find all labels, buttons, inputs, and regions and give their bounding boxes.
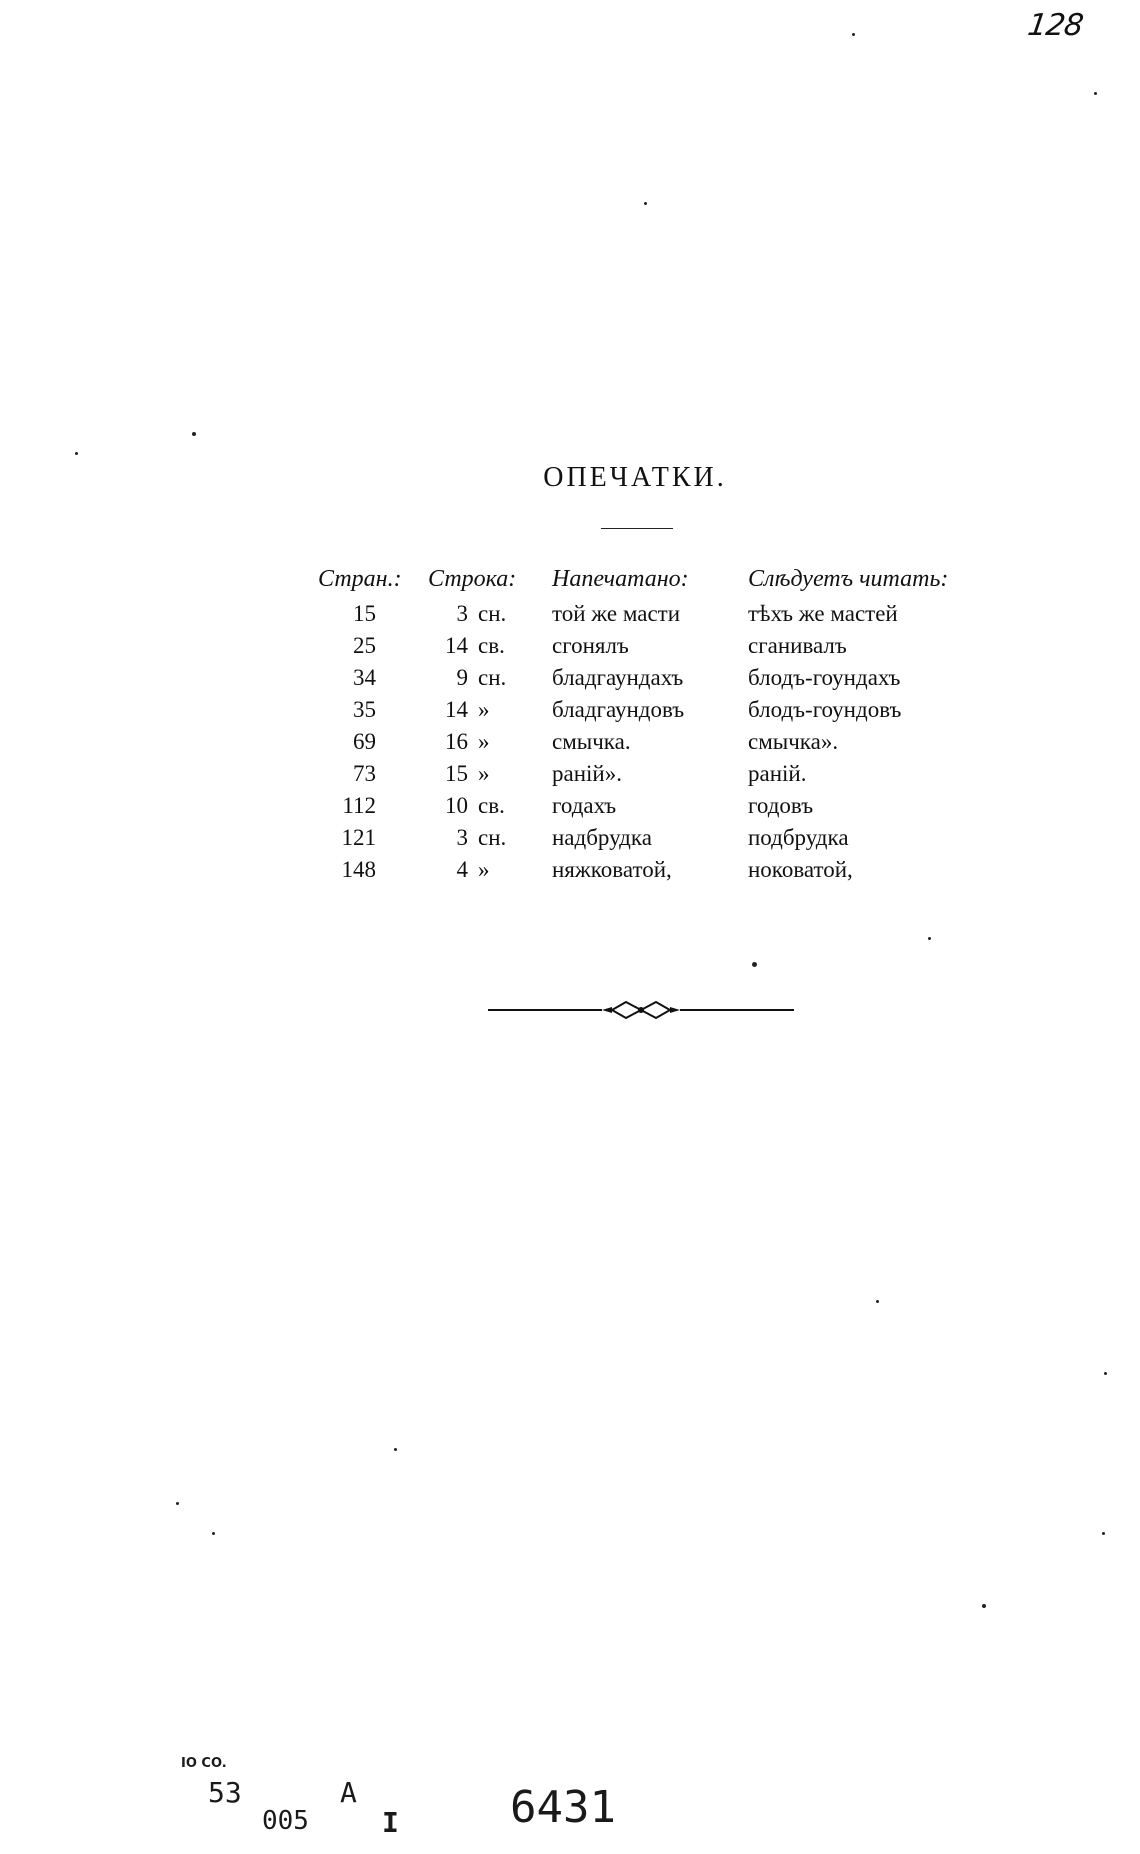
stamp-code-1: 53: [208, 1776, 242, 1809]
handwritten-page-number-text: 128: [1025, 8, 1085, 43]
cell-correct: смычка».: [748, 729, 839, 754]
cell-printed: смычка.: [552, 729, 631, 754]
stamp-code-2: 005: [262, 1806, 309, 1836]
stamp-small-text: IO CO.: [181, 1756, 227, 1771]
header-printed: Напечатано:: [552, 566, 689, 592]
header-line: Строка:: [428, 566, 517, 592]
cell-page: 73: [353, 761, 376, 786]
page-title: ОПЕЧАТКИ.: [543, 462, 727, 493]
stamp-letter: A: [340, 1776, 357, 1809]
cell-line-direction: св.: [478, 633, 505, 658]
stamp-mark: I: [382, 1806, 399, 1839]
cell-line-number: 16: [445, 729, 468, 754]
cell-line-direction: »: [478, 729, 490, 754]
scan-speck: [212, 1532, 215, 1535]
scan-speck: [1102, 1532, 1105, 1535]
cell-line-number: 14: [445, 633, 468, 658]
cell-line-number: 9: [456, 665, 468, 690]
cell-correct: раній.: [748, 761, 807, 786]
ornament-divider: [488, 996, 794, 1024]
scan-speck: [982, 1604, 986, 1608]
scan-speck: [394, 1448, 397, 1451]
cell-printed: годахъ: [552, 793, 617, 818]
cell-page: 34: [353, 665, 376, 690]
cell-printed: надбрудка: [552, 825, 652, 850]
cell-line-direction: св.: [478, 793, 505, 818]
cell-page: 69: [353, 729, 376, 754]
scan-speck: [1104, 1372, 1107, 1375]
cell-line-number: 15: [445, 761, 468, 786]
cell-printed: сгонялъ: [552, 633, 629, 658]
cell-line-direction: сн.: [478, 665, 507, 690]
cell-line-number: 3: [456, 601, 468, 626]
cell-printed: раній».: [552, 761, 622, 786]
cell-line-direction: »: [478, 857, 490, 882]
scan-speck: [192, 432, 196, 436]
scan-speck: [752, 962, 757, 967]
cell-printed: бладгаундовъ: [552, 697, 685, 722]
cell-correct: сганивалъ: [748, 633, 847, 658]
cell-correct: ноковатой,: [748, 857, 853, 882]
cell-page: 121: [341, 825, 376, 850]
cell-page: 112: [342, 793, 376, 818]
cell-line-number: 4: [456, 857, 468, 882]
cell-correct: годовъ: [748, 793, 814, 818]
cell-printed: бладгаундахъ: [552, 665, 684, 690]
cell-printed: няжковатой,: [552, 857, 672, 882]
cell-page: 15: [353, 601, 376, 626]
cell-line-direction: »: [478, 697, 490, 722]
cell-correct: блодъ-гоундовъ: [748, 697, 902, 722]
cell-page: 148: [341, 857, 376, 882]
scan-speck: [876, 1300, 879, 1303]
cell-line-number: 14: [445, 697, 468, 722]
cell-printed: той же масти: [552, 601, 681, 626]
scan-speck: [852, 33, 855, 36]
scan-speck: [644, 202, 647, 205]
cell-line-number: 10: [445, 793, 468, 818]
scan-speck: [176, 1502, 179, 1505]
cell-line-number: 3: [456, 825, 468, 850]
cell-correct: тѣхъ же мастей: [748, 601, 898, 626]
cell-correct: блодъ-гоундахъ: [748, 665, 901, 690]
scan-speck: [928, 937, 931, 940]
cell-line-direction: сн.: [478, 825, 507, 850]
cell-page: 35: [353, 697, 376, 722]
handwritten-page-number: [1025, 8, 1128, 68]
cell-line-direction: сн.: [478, 601, 507, 626]
cell-correct: подбрудка: [748, 825, 849, 850]
header-read: Слѣдуетъ читать:: [748, 566, 949, 592]
cell-page: 25: [353, 633, 376, 658]
scan-speck: [1094, 92, 1097, 95]
stamp-number: 6431: [510, 1782, 616, 1833]
header-page: Стран.:: [318, 566, 402, 592]
scan-speck: [75, 452, 78, 455]
cell-line-direction: »: [478, 761, 490, 786]
title-underline: [601, 528, 673, 529]
